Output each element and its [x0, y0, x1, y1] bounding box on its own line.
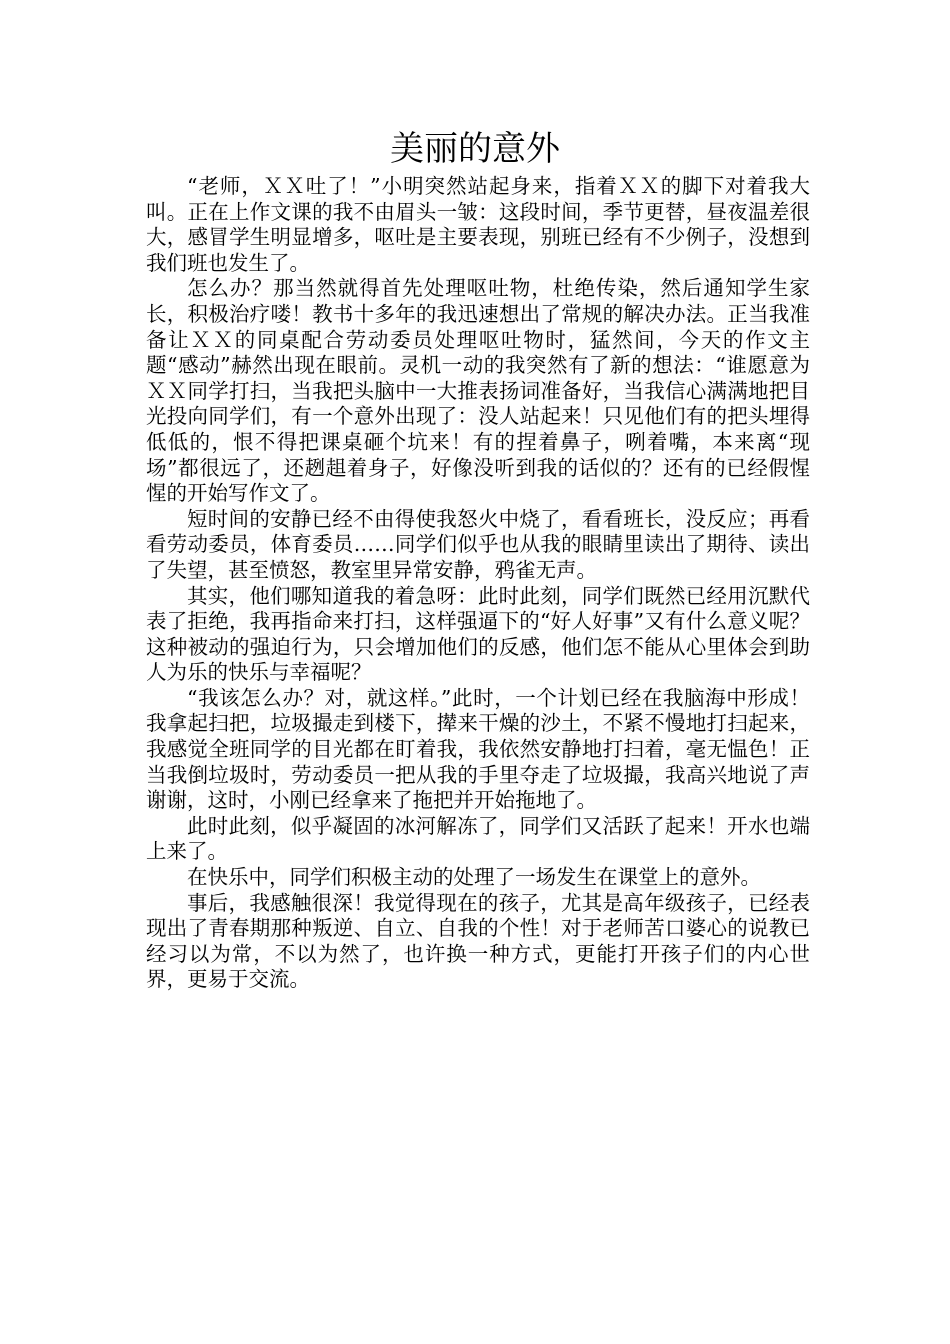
paragraph-5: “我该怎么办？对，就这样。”此时，一个计划已经在我脑海中形成！我拿起扫把，垃圾撮走到楼下，撵来干燥的沙土，不紧不慢地打扫起来，我感觉全班同学的目光都在盯着我，我依然安静地打扫着，毫无愠色！正当我倒垃圾时，劳动委员一把从我的手里夺走了垃圾撮，我高兴地说了声谢谢，这时，小刚已经拿来了拖把并开始拖地了。	[146, 685, 810, 813]
paragraph-7: 在快乐中，同学们积极主动的处理了一场发生在课堂上的意外。	[187, 865, 761, 890]
paragraph-4: 其实，他们哪知道我的着急呀：此时此刻，同学们既然已经用沉默代表了拒绝，我再指命来打扫，这样强逼下的“好人好事”又有什么意义呢？这种被动的强迫行为，只会增加他们的反感，他们怎不能从心里体会到助人为乐的快乐与幸福呢？	[146, 583, 810, 685]
paragraph-1: “老师，ＸＸ吐了！”小明突然站起身来，指着ＸＸ的脚下对着我大叫。正在上作文课的我不由眉头一皱：这段时间，季节更替，昼夜温差很大，感冒学生明显增多，呕吐是主要表现，别班已经有不少例子，没想到我们班也发生了。	[146, 174, 810, 275]
paragraph-8: 事后，我感触很深！我觉得现在的孩子，尤其是高年级孩子，已经表现出了青春期那种叛逆、自立、自我的个性！对于老师苦口婆心的说教已经习以为常，不以为然了，也许换一种方式，更能打开孩子们的内心世界，更易于交流。	[146, 890, 810, 992]
paragraph-2: 怎么办？那当然就得首先处理呕吐物，杜绝传染，然后通知学生家长，积极治疗喽！教书十多年的我迅速想出了常规的解决办法。正当我准备让ＸＸ的同桌配合劳动委员处理呕吐物时，猛然间，今天的作文主题“感动”赫然出现在眼前。灵机一动的我突然有了新的想法：“谁愿意为ＸＸ同学打扫，当我把头脑中一大推表扬词准备好，当我信心满满地把目光投向同学们，有一个意外出现了：没人站起来！只见他们有的把头埋得低低的，恨不得把课桌砸个坑来！有的捏着鼻子，咧着嘴，本来离“现场”都很远了，还趔趄着身子，好像没听到我的话似的？还有的已经假惺惺的开始写作文了。	[146, 276, 810, 506]
paragraph-6: 此时此刻，似乎凝固的冰河解冻了，同学们又活跃了起来！开水也端上来了。	[146, 813, 810, 864]
document-body	[146, 174, 810, 993]
document-title: 美丽的意外	[390, 129, 560, 169]
paragraph-3: 短时间的安静已经不由得使我怒火中烧了，看看班长，没反应；再看看劳动委员，体育委员……同学们似乎也从我的眼睛里读出了期待、读出了失望，甚至愤怒，教室里异常安静，鸦雀无声。	[146, 506, 810, 582]
